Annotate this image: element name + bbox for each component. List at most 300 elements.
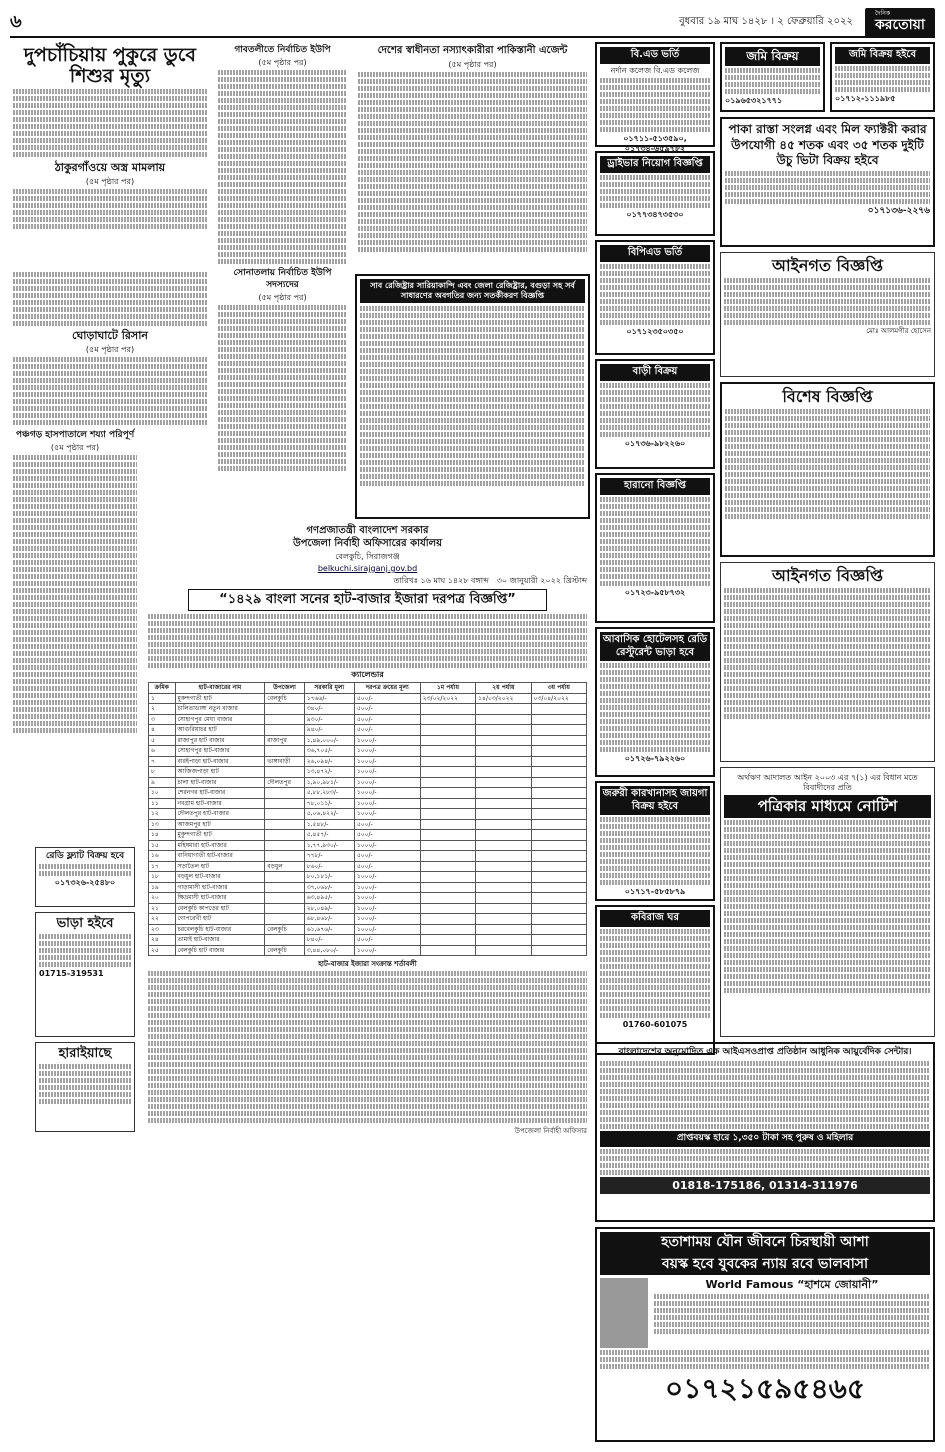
health-ad-phones: 01818-175186, 01314-311976 — [600, 1177, 930, 1195]
table-cell — [531, 935, 586, 946]
table-cell: ১০ — [149, 788, 176, 799]
table-cell — [476, 851, 531, 862]
table-cell — [531, 767, 586, 778]
table-cell: ১০০০/- — [354, 809, 420, 820]
legal-notice-2 — [720, 562, 935, 762]
classified-ad — [595, 473, 715, 623]
table-row — [149, 840, 587, 851]
table-cell — [420, 809, 475, 820]
table-cell: ১২ — [149, 809, 176, 820]
table-cell — [420, 924, 475, 935]
legal-notice-1-sign: মোঃ আলমগীর হোসেন — [866, 327, 931, 335]
table-row — [149, 872, 587, 883]
table-cell: ৫০০/- — [354, 861, 420, 872]
ad-lost — [35, 1042, 135, 1132]
table-cell: গাড়ামাসী হাট-বাজার — [175, 882, 265, 893]
table-cell: রাজাপুর হাট বাজার — [175, 735, 265, 746]
classified-ad-phone: ০১৭২৬-৭৯২২৬০ — [624, 754, 686, 763]
table-cell — [265, 830, 304, 841]
table-cell — [531, 882, 586, 893]
table-row — [149, 704, 587, 715]
table-header-cell: ক্রমিক — [149, 683, 176, 694]
table-cell: ৫০০/- — [354, 851, 420, 862]
ad-land-sale — [720, 42, 825, 112]
classified-ad-body: নর্দান কলেজ বি.এড কলেজ — [610, 65, 700, 75]
table-cell — [531, 819, 586, 830]
ad-ready-flat-phone: ০১৭৩২৬-২৫৪৮০ — [54, 878, 116, 888]
table-cell: আজমপুর হাট — [175, 819, 265, 830]
table-row — [149, 725, 587, 736]
table-cell: ১৮ — [149, 872, 176, 883]
table-cell: ৪ — [149, 725, 176, 736]
table-cell: ৬ — [149, 746, 176, 757]
table-cell — [265, 725, 304, 736]
table-cell — [476, 945, 531, 956]
table-cell: ১০০০/- — [354, 798, 420, 809]
table-cell — [531, 725, 586, 736]
col2-story2-sub: (৫ম পৃষ্ঠার পর) — [258, 292, 307, 302]
table-cell: ১৭ — [149, 861, 176, 872]
table-cell: চরবেলকুচি হাট-বাজার — [175, 924, 265, 935]
table-cell: ১৪ — [149, 830, 176, 841]
table-cell: শেরনগর হাট-বাজার — [175, 788, 265, 799]
ad-for-rent-phone: 01715-319531 — [39, 969, 104, 979]
col2-story1-title: গাবতলীতে নির্বাচিত ইউপি — [234, 45, 331, 55]
table-cell: ৫০০/- — [354, 725, 420, 736]
table-cell: ১০০০/- — [354, 872, 420, 883]
table-cell — [265, 851, 304, 862]
dateline: বুধবার ১৯ মাঘ ১৪২৮ । ২ ফেব্রুয়ারি ২০২২ — [679, 15, 853, 27]
table-cell: ১৫ — [149, 840, 176, 851]
table-cell: ২০ — [149, 893, 176, 904]
table-cell — [476, 924, 531, 935]
table-row — [149, 924, 587, 935]
table-cell — [476, 756, 531, 767]
table-cell: বড়ধুল — [265, 861, 304, 872]
story3-sub: (৫ম পৃষ্ঠার পর) — [85, 344, 135, 354]
table-row — [149, 861, 587, 872]
table-cell: বেলকুচি হাট বাজার — [175, 945, 265, 956]
table-cell: ৯ — [149, 777, 176, 788]
ad-land-sale-2 — [830, 42, 935, 112]
table-cell — [420, 767, 475, 778]
table-cell: ১০০০/- — [354, 914, 420, 925]
table-cell: ১০০০/- — [354, 924, 420, 935]
table-cell: ৩৪০/- — [304, 704, 354, 715]
col3-story-sub: (৫ম পৃষ্ঠার পর) — [448, 59, 497, 69]
newspaper-notice-title: পত্রিকার মাধ্যমে নোটিশ — [724, 795, 931, 818]
table-cell — [265, 840, 304, 851]
table-cell: রাজাপুর — [265, 735, 304, 746]
table-cell — [531, 893, 586, 904]
table-cell: ১,৭৭,৯৩০/- — [304, 840, 354, 851]
story4-title: পঞ্চগড় হাসপাতালে শয্যা পরিপূর্ণ — [15, 430, 135, 440]
ad-land-sale-2-title: জমি বিক্রয় হইবে — [835, 47, 930, 64]
classified-ad-phone: ০১৭১২৩৫০৩৫০ — [626, 326, 684, 336]
table-row — [149, 903, 587, 914]
table-cell: বড়ধুল হাট-বাজার — [175, 872, 265, 883]
table-cell: ১,৯০,৯৮১/- — [304, 777, 354, 788]
table-cell: ১০০০/- — [354, 746, 420, 757]
classified-ad — [595, 627, 715, 777]
table-cell — [420, 746, 475, 757]
table-row — [149, 767, 587, 778]
tender-terms-title: হাট-বাজার ইজারা সংক্রান্ত শর্তাবলী — [318, 960, 417, 969]
table-cell: সোহাগপুর হাট-বাজার — [175, 746, 265, 757]
masthead-small: দৈনিক — [875, 9, 891, 17]
tender-signature: উপজেলা নির্বাহী অফিসার — [514, 1127, 587, 1135]
classified-ad-phone: 01760-601075 — [622, 1019, 688, 1029]
legal-notice-2-title: আইনগত বিজ্ঞপ্তি — [771, 566, 884, 585]
lead-story — [10, 42, 210, 262]
table-cell: ২৩/০২/২০২২ — [420, 693, 475, 704]
table-row — [149, 735, 587, 746]
newspaper-notice-sub: অর্থঋণ আদালত আইন ২০০৩ এর ৭(১) এর বিধান মতে বিবাদীদের প্রতি — [737, 773, 918, 792]
caution-notice — [355, 274, 590, 519]
tender-date-bangla: তারিখঃ ১৬ মাঘ ১৪২৮ বঙ্গাব্দ — [393, 576, 489, 585]
bottom-banner — [595, 1227, 935, 1442]
table-cell — [420, 872, 475, 883]
col3-story — [355, 42, 590, 272]
table-cell: ৮৪০/- — [304, 935, 354, 946]
ad-lost-title: হারাইয়াছে — [58, 1046, 112, 1061]
classified-ad-phone: ০১৭৭৩৪৭৩৫৩০ — [626, 209, 684, 219]
table-cell — [265, 914, 304, 925]
table-cell: ক্ষিদ্রমাসী হাট-বাজার — [175, 893, 265, 904]
table-cell: বানিয়াগাতী হাট-বাজার — [175, 851, 265, 862]
bottom-banner-headline1: হতাশাময় যৌন জীবনে চিরস্থায়ী আশা — [600, 1232, 930, 1254]
table-cell: ৮৬০/- — [304, 861, 354, 872]
newspaper-notice — [720, 767, 935, 1037]
table-cell: ০৩/০৪/২০২২ — [531, 693, 586, 704]
table-cell: ৮ — [149, 767, 176, 778]
table-cell — [420, 798, 475, 809]
col2-story2-title: সোনাতলায় নির্বাচিত ইউপি সদস্যদের — [233, 268, 332, 290]
table-cell — [531, 861, 586, 872]
table-header-cell: উপজেলা — [265, 683, 304, 694]
table-cell — [476, 819, 531, 830]
table-cell — [476, 788, 531, 799]
table-cell — [531, 830, 586, 841]
classified-ad — [595, 781, 715, 901]
table-cell — [531, 903, 586, 914]
table-cell: ৫০০/- — [354, 704, 420, 715]
table-cell: সোহাগপুর মেঘা বাজার — [175, 714, 265, 725]
ad-land-sale-2-phone: ০১৭১২-১১১৯৮৫ — [835, 93, 896, 103]
table-cell — [420, 725, 475, 736]
table-cell — [420, 914, 475, 925]
table-cell: বেলকুচি কাপড়ের হাট — [175, 903, 265, 914]
ad-factory-land-phone: ০১৭১৩৬-২২৭৬ — [867, 205, 930, 216]
table-cell: ৫ — [149, 735, 176, 746]
table-cell — [476, 903, 531, 914]
table-cell — [531, 924, 586, 935]
table-cell: ১০০০/- — [354, 788, 420, 799]
table-cell: ৫,০৬,৪২২/- — [304, 809, 354, 820]
classified-column-1 — [595, 42, 715, 1042]
table-cell: ১ — [149, 693, 176, 704]
table-cell: ১৩,৪৭২/- — [304, 767, 354, 778]
table-cell: ২৫ — [149, 945, 176, 956]
table-cell — [265, 788, 304, 799]
table-cell: ৭৭৮/- — [304, 851, 354, 862]
table-cell — [420, 935, 475, 946]
table-cell — [476, 725, 531, 736]
table-cell: ১৩ — [149, 819, 176, 830]
classified-ad-title: হারানো বিজ্ঞপ্তি — [600, 478, 710, 495]
table-cell — [265, 819, 304, 830]
health-ad-price: প্রাপ্তবয়স্ক হারে ১,৩৫০ টাকা সহ পুরুষ ও মহিলার — [600, 1131, 930, 1146]
table-cell — [265, 935, 304, 946]
classified-ad — [595, 359, 715, 469]
table-cell: বেলকুচি — [265, 924, 304, 935]
table-row — [149, 851, 587, 862]
table-cell: ১০০০/- — [354, 767, 420, 778]
tender-table-title: ক্যালেন্ডার — [351, 670, 384, 680]
table-row — [149, 914, 587, 925]
table-row — [149, 777, 587, 788]
table-header-cell: সরকারি মূল্য — [304, 683, 354, 694]
ad-ready-flat — [35, 847, 135, 907]
story4 — [10, 427, 140, 837]
health-ad-headline: বাংলাদেশের অনুমোদিত এক আইএসওপ্রাপ্ত প্রতিষ্ঠান আধুনিক আয়ুর্বেদিক সেন্টার। — [618, 1047, 912, 1057]
special-notice — [720, 382, 935, 557]
classified-ad-title: বিপিএড ভর্তি — [600, 245, 710, 262]
ad-for-rent — [35, 912, 135, 1037]
table-cell: ৩,৪৪,০৮০/- — [304, 945, 354, 956]
table-cell: ১০০০/- — [354, 840, 420, 851]
table-cell: নবগ্রাম হাট-বাজার — [175, 798, 265, 809]
table-cell: ২১ — [149, 903, 176, 914]
table-cell: ৬১,৬৭৬/- — [304, 924, 354, 935]
table-cell: ১১ — [149, 798, 176, 809]
table-cell: তামাই হাট-বাজার — [175, 935, 265, 946]
tender-title: “১৪২৯ বাংলা সনের হাট-বাজার ইজারা দরপত্র বিজ্ঞপ্তি” — [188, 589, 547, 611]
table-cell: ৮০,১৮১/- — [304, 872, 354, 883]
table-row — [149, 798, 587, 809]
table-cell: ৬৮,৪৬৮/- — [304, 914, 354, 925]
table-cell — [531, 840, 586, 851]
table-cell — [531, 851, 586, 862]
ad-for-rent-title: ভাড়া হইবে — [56, 916, 114, 931]
table-header-cell: ৩য় পর্যায় — [531, 683, 586, 694]
table-cell: ১,৫৪৮/- — [304, 819, 354, 830]
table-cell — [476, 746, 531, 757]
table-cell: ১০০০/- — [354, 882, 420, 893]
story4-sub: (৫ম পৃষ্ঠার পর) — [50, 443, 100, 453]
table-cell — [265, 714, 304, 725]
tender-org1: গণপ্রজাতন্ত্রী বাংলাদেশ সরকার — [306, 525, 429, 536]
classified-ad-title: বাড়ী বিক্রয় — [600, 364, 710, 381]
tender-table — [148, 682, 587, 956]
table-cell — [476, 893, 531, 904]
tender-org3: বেলকুচি, সিরাজগঞ্জ — [335, 552, 400, 561]
col2-stories — [215, 42, 350, 487]
table-cell: ১০০০/- — [354, 735, 420, 746]
table-cell: ২৬,০৯৪/- — [304, 756, 354, 767]
classified-ad — [595, 151, 715, 236]
ad-land-sale-phone: ০১৯৬৫৩২১৭৭১ — [725, 96, 783, 105]
table-cell — [531, 809, 586, 820]
table-cell: ১৭৬৬/- — [304, 693, 354, 704]
table-row — [149, 935, 587, 946]
table-cell: বেলকুচি — [265, 693, 304, 704]
table-cell: গোপরেখী হাট — [175, 914, 265, 925]
classified-ad-title: ড্রাইভার নিয়োগ বিজ্ঞপ্তি — [600, 156, 710, 173]
table-cell — [420, 714, 475, 725]
table-cell: চালা হাট-বাজার — [175, 777, 265, 788]
table-row — [149, 809, 587, 820]
table-cell: ৩৬,৭০৫/- — [304, 746, 354, 757]
table-cell — [476, 704, 531, 715]
table-cell — [531, 788, 586, 799]
table-cell — [420, 756, 475, 767]
masthead-title: করতোয়া — [875, 17, 925, 33]
legal-notice-1-title: আইনগত বিজ্ঞপ্তি — [771, 256, 884, 275]
table-cell — [420, 830, 475, 841]
table-row — [149, 756, 587, 767]
classified-ad — [595, 905, 715, 1055]
table-cell — [476, 809, 531, 820]
table-cell: ৩ — [149, 714, 176, 725]
table-cell — [420, 945, 475, 956]
classified-ad-phone: ০১৭১৭-৫৮৫৮৭৯ — [624, 887, 686, 896]
story2-title: ঠাকুরগাঁওয়ে অস্ত্র মামলায় — [54, 160, 166, 174]
table-row — [149, 819, 587, 830]
table-cell — [265, 746, 304, 757]
table-cell: ২৪ — [149, 935, 176, 946]
table-cell: ১,৪৯,০০০/- — [304, 735, 354, 746]
bottom-banner-headline2: বয়স্ক হবে যুবকের ন্যায় রবে ভালবাসা — [600, 1254, 930, 1276]
table-cell — [476, 840, 531, 851]
caution-notice-title: সাব রেজিষ্ট্রার সারিয়াকান্দি এবং জেলা রেজিষ্ট্রার, বগুড়া সহ সর্ব সাধারণের অবগতির জন্য সতর্কীকরণ বিজ্ঞপ্তি — [360, 279, 585, 303]
table-cell — [420, 777, 475, 788]
table-cell: মহিষমারা হাট-বাজার — [175, 840, 265, 851]
table-cell — [420, 819, 475, 830]
table-cell: আগুরিয়াচর হাট — [175, 725, 265, 736]
page-header — [10, 8, 935, 38]
table-cell — [531, 777, 586, 788]
table-cell: মুকুন্দগাতী হাট — [175, 830, 265, 841]
table-cell — [531, 735, 586, 746]
table-cell — [531, 704, 586, 715]
table-cell: ৫০০/- — [354, 819, 420, 830]
table-cell: ৫,৮৮,২৮৩/- — [304, 788, 354, 799]
table-cell: ৬৩,৪৯৫/- — [304, 893, 354, 904]
table-cell — [265, 809, 304, 820]
table-cell — [531, 746, 586, 757]
table-cell — [476, 714, 531, 725]
table-cell — [476, 735, 531, 746]
table-row — [149, 693, 587, 704]
table-cell: ২২ — [149, 914, 176, 925]
table-row — [149, 830, 587, 841]
table-cell — [265, 798, 304, 809]
table-cell — [531, 914, 586, 925]
table-cell — [420, 840, 475, 851]
table-cell: ৭৮,০১১/- — [304, 798, 354, 809]
table-header-cell: ১ম পর্যায় — [420, 683, 475, 694]
masthead — [865, 8, 935, 37]
table-row — [149, 882, 587, 893]
col2-story1-sub: (৫ম পৃষ্ঠার পর) — [258, 58, 307, 68]
table-cell: ৫,৪৫৭/- — [304, 830, 354, 841]
tender-org2: উপজেলা নির্বাহী অফিসারের কার্যালয় — [292, 537, 442, 549]
lead-title: দুপচাঁচিয়ায় পুকুরে ডুবে শিশুর মৃত্যু — [24, 44, 196, 87]
table-header-cell: দরপত্র ক্রয়ের মূল্য — [354, 683, 420, 694]
table-cell: ৫০০/- — [354, 830, 420, 841]
table-cell — [265, 882, 304, 893]
legal-notice-1 — [720, 252, 935, 377]
table-cell — [476, 882, 531, 893]
classified-ad-title: আবাসিক হোটেলসহ রেডি রেস্টুরেন্ট ভাড়া হবে — [600, 632, 710, 661]
table-cell — [476, 777, 531, 788]
story3-title: ঘোড়াঘাটে রিসান — [72, 329, 148, 342]
classified-ad-title: জরুরী কারখানাসহ জায়গা বিক্রয় হইবে — [600, 786, 710, 815]
col3-story-title: দেশের স্বাধীনতা নস্যাৎকারীরা পাকিস্তানী এজেন্ট — [377, 45, 568, 56]
table-cell: ৫০০/- — [354, 693, 420, 704]
classified-ad-title: বি.এড ভর্তি — [600, 47, 710, 64]
classified-ad-phone: ০১৭৩৬-৯৮২২৬০ — [624, 438, 686, 448]
classified-ad-title: কবিরাজ ঘর — [600, 910, 710, 927]
tender-website[interactable]: belkuchi.sirajganj.gov.bd — [317, 564, 418, 573]
table-cell — [531, 798, 586, 809]
table-cell — [420, 704, 475, 715]
table-cell: ১০০০/- — [354, 893, 420, 904]
table-cell — [531, 945, 586, 956]
bottom-banner-phone: ০১৭২১৫৯৫৪৬৫ — [664, 1372, 865, 1405]
columns — [10, 42, 935, 1442]
table-cell: চালিতাডাঙ্গা নতুন বাজার — [175, 704, 265, 715]
table-cell: ৯৪০/- — [304, 725, 354, 736]
table-cell: ১৬ — [149, 851, 176, 862]
table-cell: ২৩ — [149, 924, 176, 935]
table-cell — [476, 935, 531, 946]
table-cell — [265, 767, 304, 778]
table-cell — [420, 893, 475, 904]
table-cell — [420, 851, 475, 862]
table-cell — [265, 704, 304, 715]
health-ad — [595, 1042, 935, 1222]
table-cell — [531, 714, 586, 725]
classified-ad — [595, 42, 715, 153]
table-cell: দৌলতপুর হাট-বাজার — [175, 809, 265, 820]
table-cell: ১৯ — [149, 882, 176, 893]
man-photo — [600, 1278, 648, 1348]
special-notice-title: বিশেষ বিজ্ঞপ্তি — [782, 387, 873, 406]
story3 — [10, 267, 210, 422]
table-cell: মুকন্দগাতী হাট — [175, 693, 265, 704]
lead-body — [13, 89, 207, 157]
table-cell — [476, 767, 531, 778]
table-cell: বারইপাড়া হাট-বাজার — [175, 756, 265, 767]
table-header-cell: ২য় পর্যায় — [476, 683, 531, 694]
table-cell — [531, 872, 586, 883]
ad-ready-flat-title: রেডি ফ্ল্যাট বিক্রয় হবে — [45, 851, 125, 861]
table-cell — [476, 861, 531, 872]
table-cell: ১৪/০৩/২০২২ — [476, 693, 531, 704]
table-cell: ৭ — [149, 756, 176, 767]
classified-ad-phone: ০১৭১১-৫১৩৫৯০, ০১৭৩৪-৬৫৯৭৮২ — [623, 133, 687, 153]
table-cell — [265, 903, 304, 914]
table-cell — [531, 756, 586, 767]
table-cell — [476, 798, 531, 809]
table-cell: ১০০০/- — [354, 756, 420, 767]
table-cell: ৩৭,০৬৮/- — [304, 882, 354, 893]
page-number: ৬ — [10, 10, 22, 32]
table-row — [149, 746, 587, 757]
table-cell — [420, 903, 475, 914]
